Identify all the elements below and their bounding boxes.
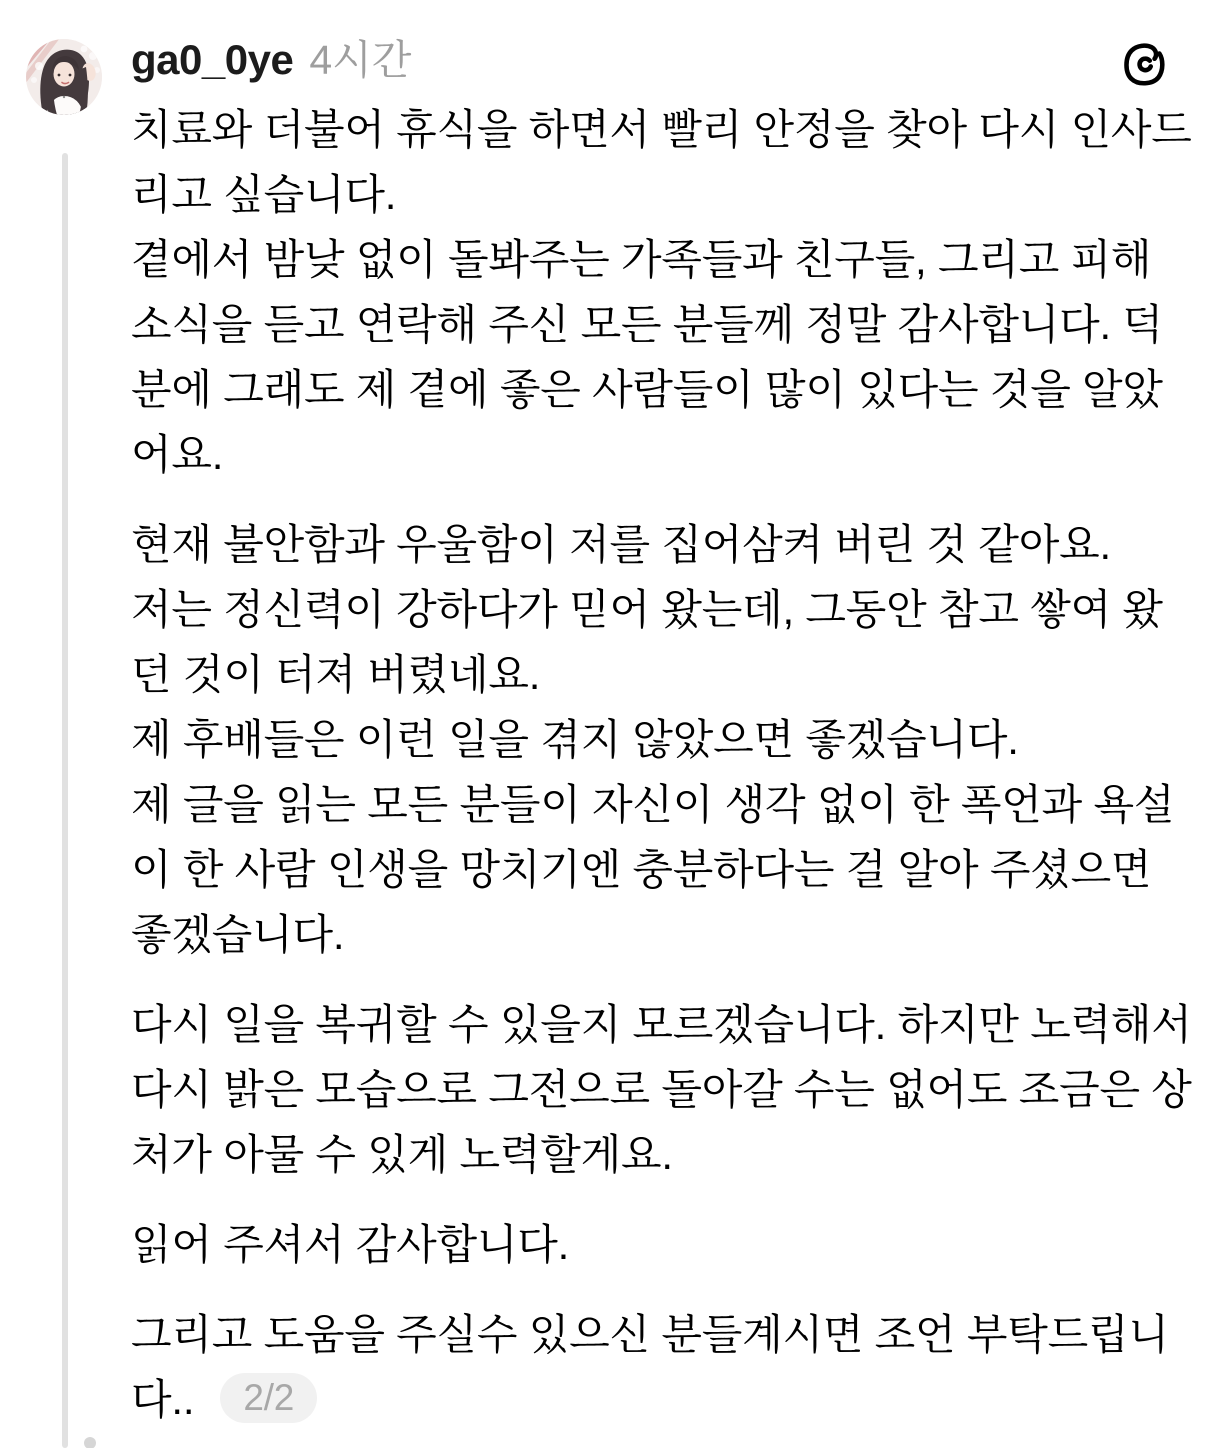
post-paragraph: 현재 불안함과 우울함이 저를 집어삼켜 버린 것 같아요. 저는 정신력이 강하다가 믿어 왔는데, 그동안 참고 쌓여 왔 던 것이 터져 버렸네요. 제 후배들은 이런 일을 겪지 않았으면 좋겠습니다. 제 글을 읽는 모든 분들이 자신이 생각 없이 한 폭언과 욕설 이 한 사람 인생을 망치기엔 충분하다는 걸 알아 주셨으면 좋겠습니다. [131, 521, 1175, 958]
post-body [131, 97, 1193, 1432]
timestamp: 4시간 [309, 37, 412, 83]
profile-photo-illustration [26, 39, 102, 115]
avatar[interactable] [26, 39, 102, 115]
post-paragraph: 읽어 주셔서 감사합니다. [131, 1221, 570, 1268]
post-paragraph: 치료와 더불어 휴식을 하면서 빨리 안정을 찾아 다시 인사드 리고 싶습니다. 곁에서 밤낮 없이 돌봐주는 가족들과 친구들, 그리고 피해 소식을 듣고 연락해 주신 모든 분들께 정말 감사합니다. 덕 분에 그래도 제 곁에 좋은 사람들이 많이 있다는 것을 알았 어요. [131, 106, 1192, 478]
thread-line [62, 153, 68, 1448]
post-header [131, 37, 411, 83]
username[interactable]: ga0_0ye [131, 36, 294, 83]
reply-avatar-peek [84, 1437, 96, 1448]
post-paragraph: 그리고 도움을 주실수 있으신 분들계시면 조언 부탁드립니 다.. 2/2 [131, 1311, 1169, 1423]
page-indicator-badge: 2/2 [220, 1373, 317, 1423]
threads-logo-glyph [1120, 39, 1168, 91]
post-paragraph: 다시 일을 복귀할 수 있을지 모르겠습니다. 하지만 노력해서 다시 밝은 모습으로 그전으로 돌아갈 수는 없어도 조금은 상 처가 아물 수 있게 노력할게요. [131, 1001, 1192, 1178]
threads-logo-icon[interactable] [1120, 39, 1168, 91]
